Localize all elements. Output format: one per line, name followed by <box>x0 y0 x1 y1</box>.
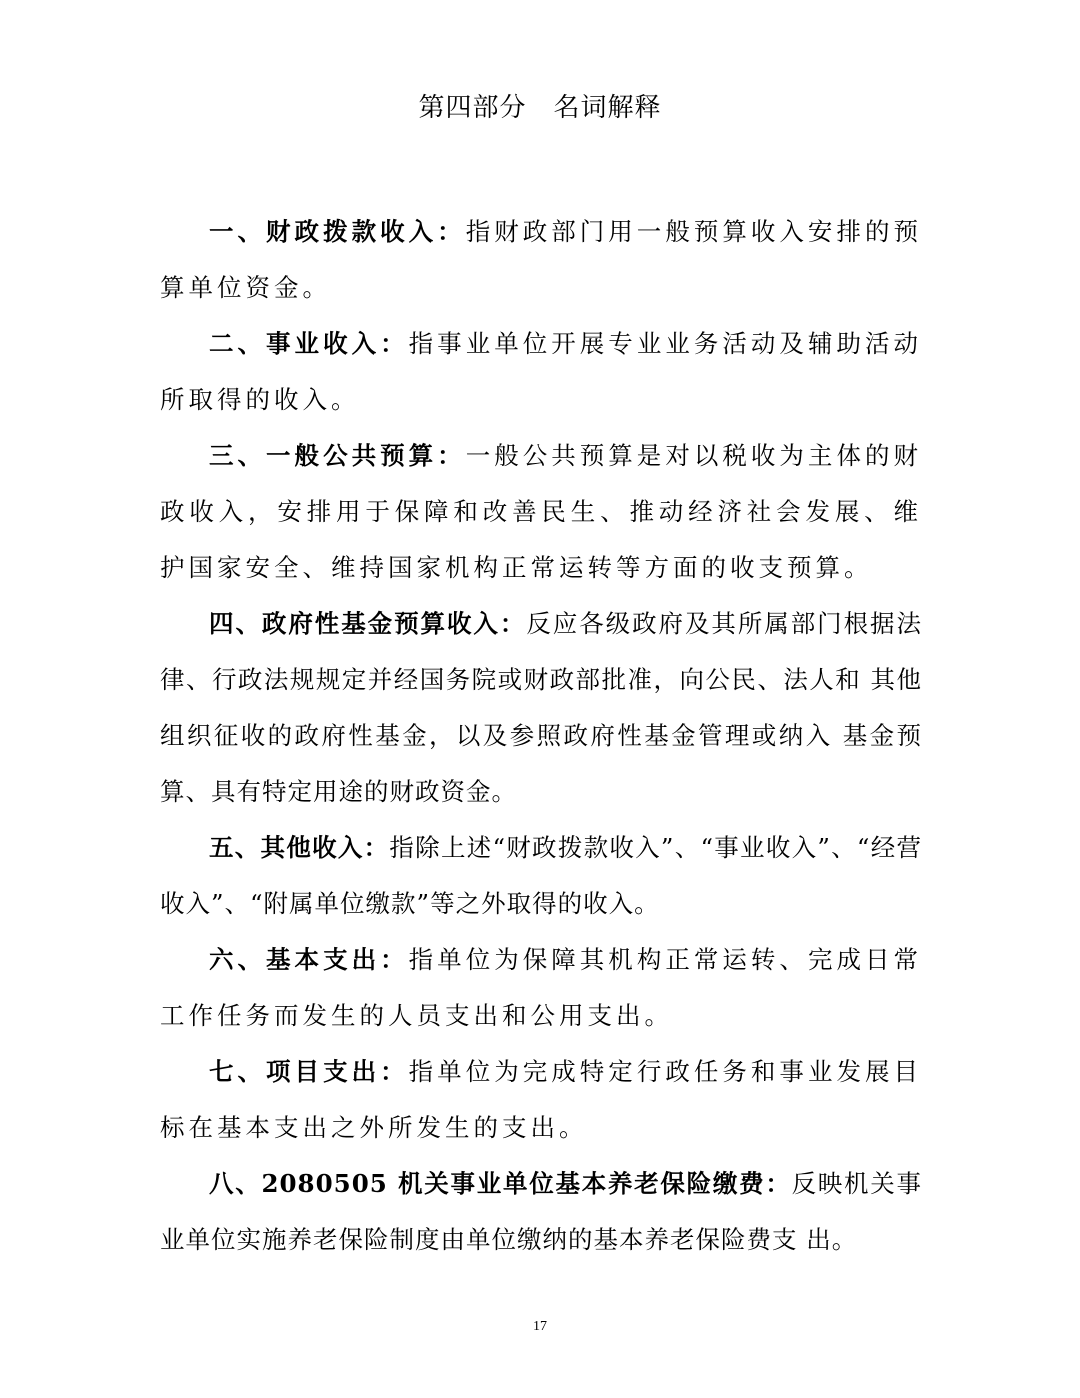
glossary-definition: 指单位为完成特定行政任务和事业发展目标在基本支出之外所发生的支出。 <box>160 1057 923 1142</box>
glossary-definition: 反应各级政府及其所属部门根据法 律、行政法规规定并经国务院或财政部批准，向公民、法人和 其他组织征收的政府性基金，以及参照政府性基金管理或纳入 基金预算、具有特定用途的财政资金。 <box>160 609 923 806</box>
glossary-term: 四、政府性基金预算收入： <box>209 609 527 638</box>
page-title: 第四部分 名词解释 <box>418 93 662 123</box>
glossary-term: 七、项目支出： <box>209 1057 409 1086</box>
glossary-entry-basic-expenditure <box>160 932 922 1044</box>
glossary-definition: 指财政部门用一般预算收入安排的预算单位资金。 <box>160 217 922 302</box>
glossary-entry-business-income <box>160 316 922 428</box>
glossary-entry-government-fund-income <box>160 596 922 820</box>
glossary-definition: 反映机关事业单位实施养老保险制度由单位缴纳的基本养老保险费支 出。 <box>160 1169 923 1254</box>
glossary-term: 六、基本支出： <box>209 945 409 974</box>
glossary-term: 八、2080505 机关事业单位基本养老保险缴费： <box>209 1169 792 1198</box>
glossary-entry-pension-insurance <box>160 1156 922 1268</box>
glossary-term: 五、其他收入： <box>209 833 390 862</box>
glossary-body <box>160 204 922 1268</box>
glossary-entry-general-public-budget <box>160 428 922 596</box>
glossary-definition: 一般公共预算是对以税收为主体的财政收入，安排用于保障和改善民生、推动经济社会发展、维护国家安全、维持国家机构正常运转等方面的收支预算。 <box>160 441 922 582</box>
glossary-entry-fiscal-appropriation <box>160 204 922 316</box>
glossary-entry-project-expenditure <box>160 1044 922 1156</box>
glossary-definition: 指单位为保障其机构正常运转、完成日常工作任务而发生的人员支出和公用支出。 <box>160 945 923 1030</box>
glossary-term: 三、一般公共预算： <box>209 441 466 470</box>
glossary-term: 一、财政拨款收入： <box>209 217 466 246</box>
glossary-definition: 指除上述“财政拨款收入”、“事业收入”、“经营收入”、“附属单位缴款”等之外取得的收入。 <box>160 833 923 918</box>
glossary-definition: 指事业单位开展专业业务活动及辅助活动所取得的收入。 <box>160 329 923 414</box>
glossary-entry-other-income <box>160 820 922 932</box>
glossary-term: 二、事业收入： <box>209 329 409 358</box>
page-number: 17 <box>533 1319 547 1334</box>
